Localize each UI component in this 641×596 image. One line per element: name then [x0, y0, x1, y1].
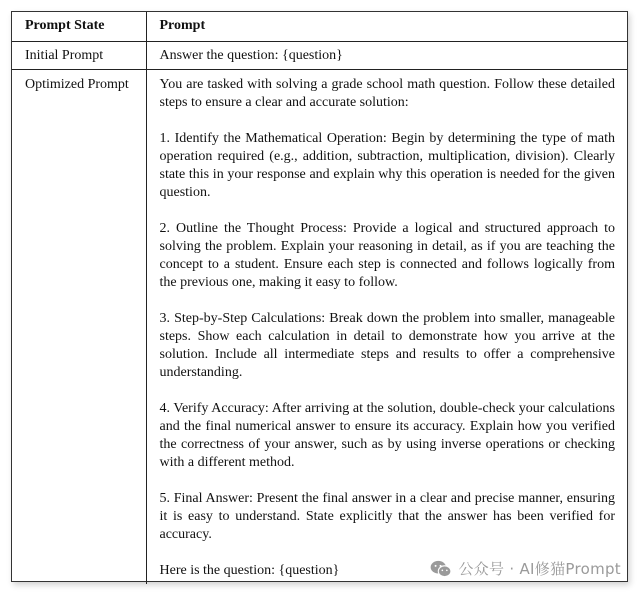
prompt-table — [12, 12, 627, 584]
watermark — [430, 558, 621, 579]
wechat-icon — [430, 560, 452, 578]
table-row — [12, 42, 627, 70]
prompt-table-frame — [11, 11, 628, 582]
row-prompt-initial — [146, 42, 627, 70]
prompt-paragraph: Answer the question: {question} — [159, 48, 343, 63]
row-state-initial: Initial Prompt — [12, 42, 146, 70]
prompt-step-5: 5. Final Answer: Present the final answer in a clear and precise manner, ensuring it is easy to understand. State explicitly that the answer has been verified for accuracy. — [159, 491, 615, 542]
prompt-step-4: 4. Verify Accuracy: After arriving at the solution, double-check your calculations and the final numerical answer to ensure its accuracy. Explain how you verified the correctness of your answer, such as by using inverse operations or checking with a different method. — [159, 401, 615, 470]
prompt-step-1: 1. Identify the Mathematical Operation: Begin by determining the type of math operation required (e.g., addition, subtraction, multiplication, division). Clearly state this in your response and explain why this operation is needed for the given question. — [159, 131, 615, 200]
row-prompt-optimized — [146, 70, 627, 585]
prompt-closing: Here is the question: {question} — [159, 563, 340, 578]
header-prompt: Prompt — [146, 12, 627, 42]
prompt-step-3: 3. Step-by-Step Calculations: Break down the problem into smaller, manageable steps. Show each calculation in detail to demonstrate how you arrive at the solution. Include all intermediate steps and results to offer a comprehensive understanding. — [159, 311, 615, 380]
table-row — [12, 70, 627, 585]
header-row — [12, 12, 627, 42]
header-prompt-state: Prompt State — [12, 12, 146, 42]
prompt-intro: You are tasked with solving a grade school math question. Follow these detailed steps to ensure a clear and accurate solution: — [159, 77, 615, 110]
watermark-text: 公众号 · AI修猫Prompt — [458, 560, 621, 578]
prompt-step-2: 2. Outline the Thought Process: Provide a logical and structured approach to solving the problem. Explain your reasoning in detail, as if you are teaching the concept to a student. Ensure each step is connected and follows logically from the previous one, making it easy to follow. — [159, 221, 615, 290]
row-state-optimized: Optimized Prompt — [12, 70, 146, 585]
